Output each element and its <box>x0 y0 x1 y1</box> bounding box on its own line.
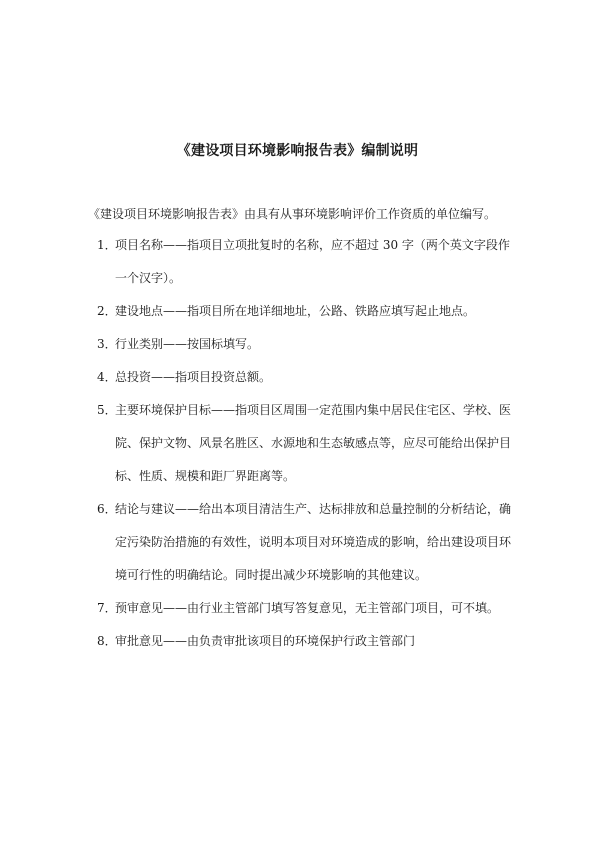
list-item-2 <box>97 301 517 321</box>
item-text-continued: 一个汉字）。 <box>115 271 182 285</box>
item-number: 3． <box>97 337 117 351</box>
list-item-4 <box>97 367 517 387</box>
list-item-5 <box>97 400 517 486</box>
item-text-continued: 定污染防治措施的有效性，说明本项目对环境造成的影响，给出建设项目环 <box>115 535 512 549</box>
list-item-3 <box>97 334 517 354</box>
item-text-continued: 境可行性的明确结论。同时提出减少环境影响的其他建议。 <box>115 568 428 582</box>
item-text: 项目名称——指项目立项批复时的名称，应不超过 30 字（两个英文字段作 <box>115 238 510 252</box>
item-number: 5． <box>97 403 117 417</box>
list-item-1 <box>97 235 517 288</box>
item-number: 1． <box>97 238 117 252</box>
list-item-7 <box>97 598 517 618</box>
list-item-6 <box>97 499 517 585</box>
intro-paragraph: 《建设项目环境影响报告表》由具有从事环境影响评价工作资质的单位编写。 <box>88 207 497 221</box>
item-text: 总投资——指项目投资总额。 <box>115 370 272 384</box>
item-number: 2． <box>97 304 117 318</box>
list-item-8 <box>97 631 517 651</box>
item-number: 6． <box>97 502 117 516</box>
item-number: 8． <box>97 634 117 648</box>
item-text: 审批意见——由负责审批该项目的环境保护行政主管部门 <box>115 634 416 648</box>
item-number: 4． <box>97 370 117 384</box>
item-text-continued: 标、性质、规模和距厂界距离等。 <box>115 469 296 483</box>
item-text: 预审意见——由行业主管部门填写答复意见，无主管部门项目，可不填。 <box>115 601 500 615</box>
document-title: 《建设项目环境影响报告表》编制说明 <box>176 143 419 159</box>
item-number: 7． <box>97 601 117 615</box>
item-text: 行业类别——按国标填写。 <box>115 337 260 351</box>
item-text: 主要环境保护目标——指项目区周围一定范围内集中居民住宅区、学校、医 <box>115 403 512 417</box>
item-text-continued: 院、保护文物、风景名胜区、水源地和生态敏感点等，应尽可能给出保护目 <box>115 436 512 450</box>
item-text: 结论与建议——给出本项目清洁生产、达标排放和总量控制的分析结论，确 <box>115 502 512 516</box>
item-text: 建设地点——指项目所在地详细地址，公路、铁路应填写起止地点。 <box>115 304 476 318</box>
